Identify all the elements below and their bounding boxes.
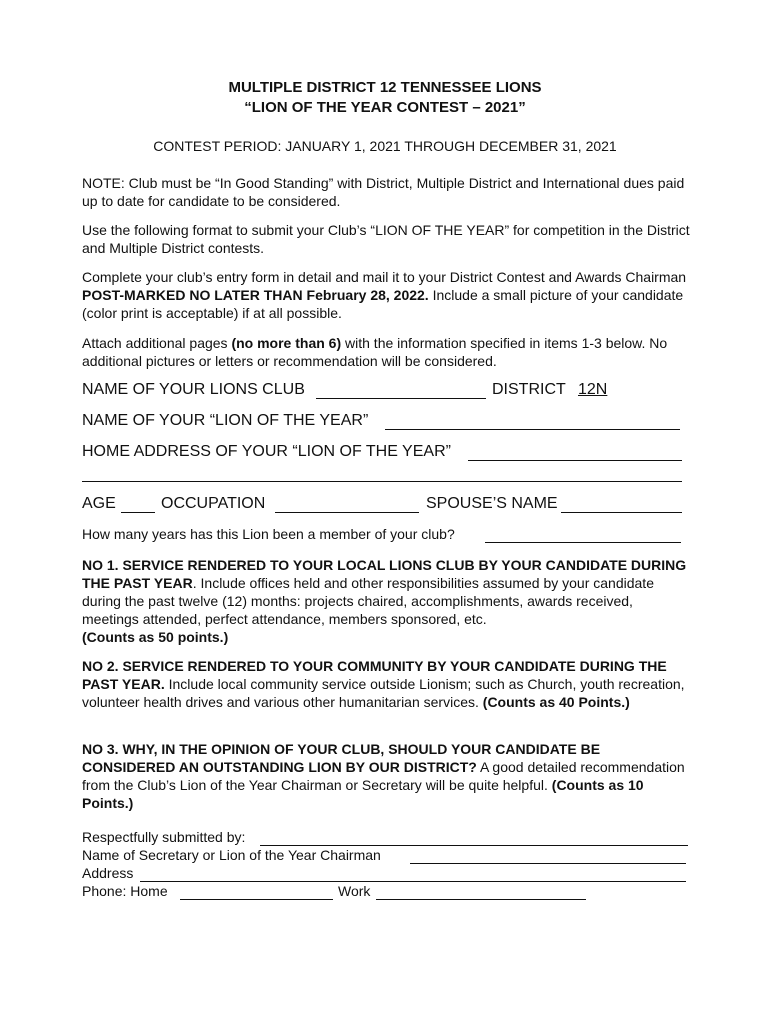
item-1-body: . Include offices held and other responsibilities assumed by your candidate during the past twelve (12) months: projects chaired, accomplishments, awards received, meetings attended, perfect attendance, members sponsored, etc. — [82, 575, 654, 627]
attach-limit: (no more than 6) — [231, 335, 342, 351]
occupation-label: OCCUPATION — [161, 495, 266, 512]
item-2-heading: NO 2. SERVICE RENDERED TO YOUR COMMUNITY BY YOUR CANDIDATE DURING THE PAST YEAR. — [82, 658, 667, 692]
age-field[interactable] — [121, 495, 155, 513]
home-address-field[interactable] — [468, 443, 682, 461]
item-2 — [82, 657, 692, 711]
title-line-1: MULTIPLE DISTRICT 12 TENNESSEE LIONS — [228, 79, 542, 96]
complete-text-c: Include a small picture of your candidate (color print is acceptable) if at all possible. — [82, 287, 684, 321]
district-value: 12N — [578, 381, 608, 398]
work-phone-label: Work — [338, 883, 371, 899]
item-3-points: (Counts as 10 Points.) — [82, 777, 644, 811]
attach-text-c: with the information specified in items 1-3 below. No additional pictures or letters or recommendation will be considered. — [82, 335, 668, 369]
home-address-field-line-2[interactable] — [82, 465, 682, 482]
item-3 — [82, 740, 692, 812]
item-2-points: (Counts as 40 Points.) — [482, 694, 630, 710]
item-1 — [82, 556, 692, 646]
item-1-heading: NO 1. SERVICE RENDERED TO YOUR LOCAL LIONS CLUB BY YOUR CANDIDATE DURING THE PAST YEAR — [82, 557, 687, 591]
submitted-by-field[interactable] — [260, 829, 688, 846]
address-field[interactable] — [140, 865, 686, 882]
home-phone-label: Phone: Home — [82, 883, 168, 899]
attach-text-a: Attach additional pages — [82, 335, 232, 351]
contest-period: CONTEST PERIOD: JANUARY 1, 2021 THROUGH DECEMBER 31, 2021 — [153, 138, 617, 154]
district-label: DISTRICT — [492, 381, 566, 398]
club-name-label: NAME OF YOUR LIONS CLUB — [82, 381, 305, 398]
item-3-heading: NO 3. WHY, IN THE OPINION OF YOUR CLUB, SHOULD YOUR CANDIDATE BE CONSIDERED AN OUTSTANDING LION BY OUR DISTRICT? — [82, 741, 601, 775]
complete-text-a: Complete your club’s entry form in detail and mail it to your District Contest and Awards Chairman — [82, 269, 687, 285]
item-1-points: (Counts as 50 points.) — [82, 629, 229, 645]
club-name-field[interactable] — [316, 381, 486, 399]
address-label: Address — [82, 865, 134, 881]
home-phone-field[interactable] — [180, 883, 333, 900]
submitted-by-label: Respectfully submitted by: — [82, 829, 246, 845]
work-phone-field[interactable] — [376, 883, 586, 900]
lion-name-field[interactable] — [385, 412, 680, 430]
postmark-deadline: POST-MARKED NO LATER THAN February 28, 2022. — [82, 287, 429, 303]
spouse-name-field[interactable] — [561, 495, 682, 513]
format-paragraph: Use the following format to submit your Club’s “LION OF THE YEAR” for competition in the District and Multiple District contests. — [82, 222, 690, 256]
item-2-body: Include local community service outside Lionism; such as Church, youth recreation, volunteer health drives and various other humanitarian services. — [82, 676, 685, 710]
occupation-field[interactable] — [275, 495, 419, 513]
home-address-label: HOME ADDRESS OF YOUR “LION OF THE YEAR” — [82, 443, 451, 460]
complete-paragraph — [82, 268, 692, 322]
years-member-field[interactable] — [485, 526, 681, 543]
item-3-body: A good detailed recommendation from the Club’s Lion of the Year Chairman or Secretary will be quite helpful. — [82, 759, 685, 793]
years-member-label: How many years has this Lion been a member of your club? — [82, 526, 455, 542]
lion-name-label: NAME OF YOUR “LION OF THE YEAR” — [82, 412, 369, 429]
note-paragraph: NOTE: Club must be “In Good Standing” with District, Multiple District and International dues paid up to date for candidate to be considered. — [82, 175, 685, 209]
title-line-2: “LION OF THE YEAR CONTEST – 2021” — [244, 99, 526, 116]
attach-paragraph — [82, 334, 692, 370]
spouse-name-label: SPOUSE’S NAME — [426, 495, 558, 512]
secretary-name-label: Name of Secretary or Lion of the Year Chairman — [82, 847, 381, 863]
secretary-name-field[interactable] — [410, 847, 686, 864]
age-label: AGE — [82, 495, 116, 512]
